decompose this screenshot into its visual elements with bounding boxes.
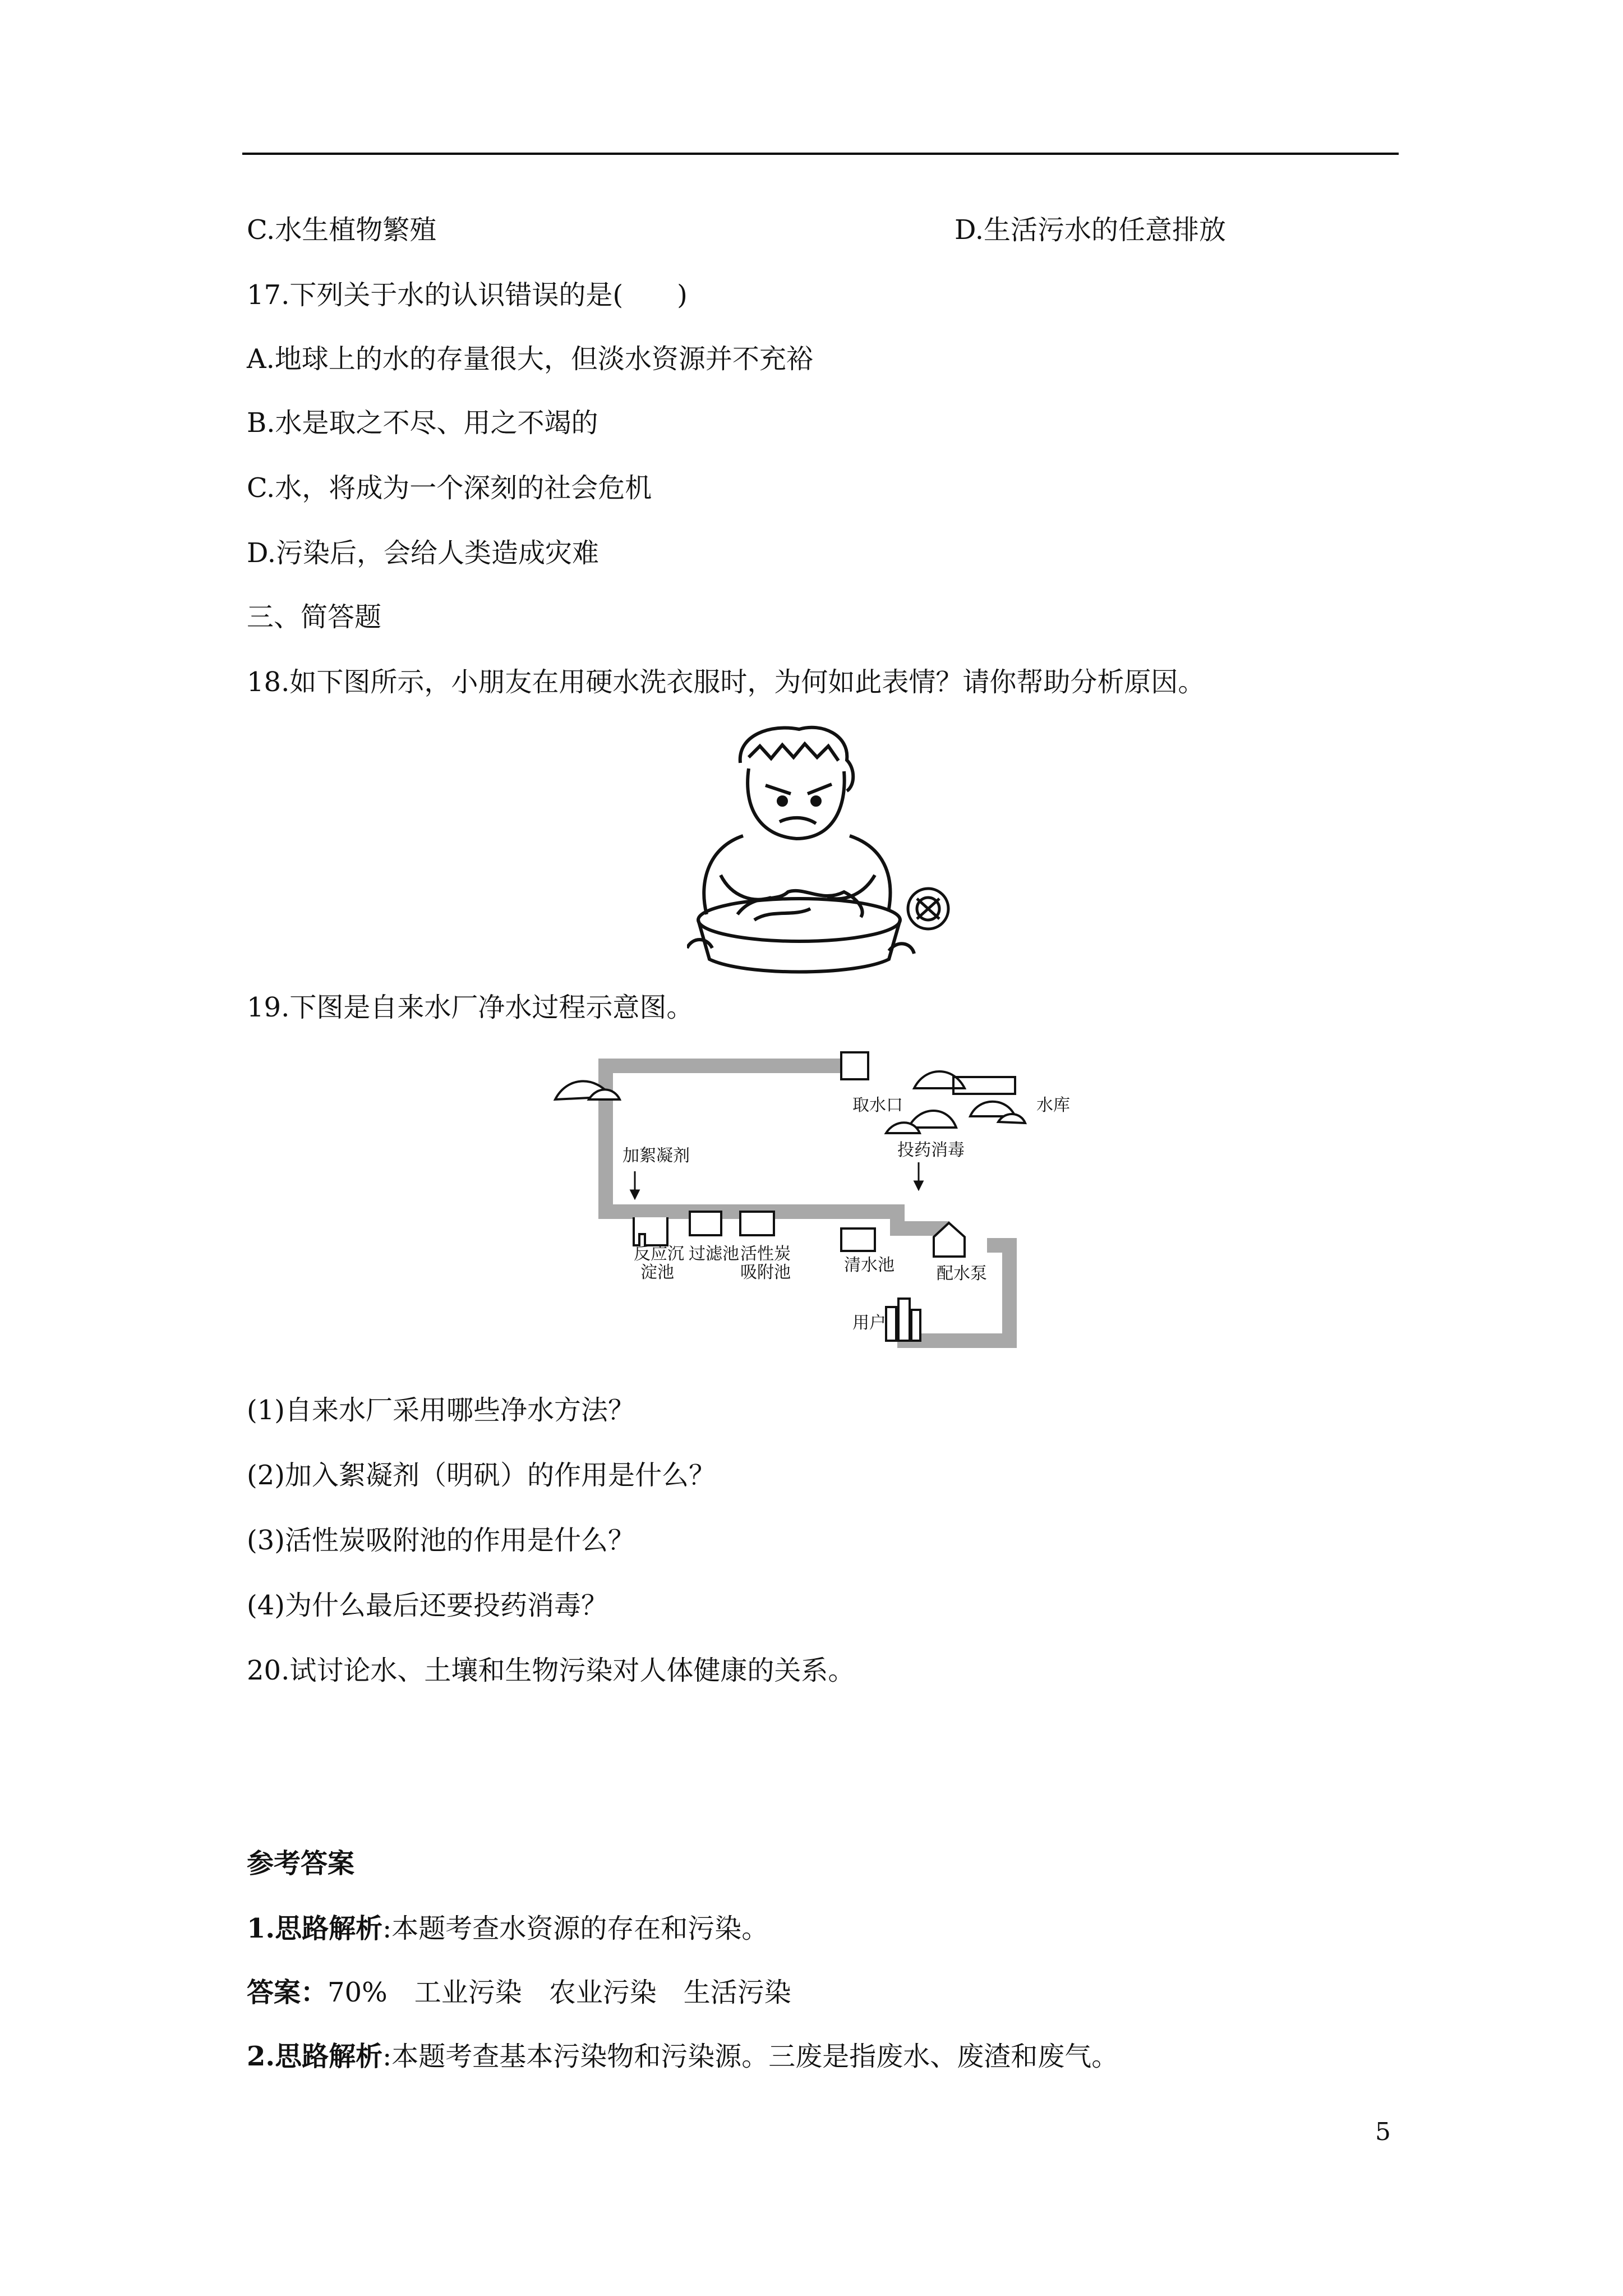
q16-options-row xyxy=(247,213,1227,247)
answer-key-text: 70% 工业污染 农业污染 生活污染 xyxy=(328,1977,791,2008)
label-reaction-line2: 淀池 xyxy=(640,1263,674,1282)
answer-2-analysis xyxy=(247,2040,1118,2073)
water-treatment-diagram xyxy=(550,1043,1082,1358)
answers-title: 参考答案 xyxy=(247,1848,355,1879)
answer-2-label: 2.思路解析 xyxy=(247,2041,383,2072)
child-washing-illustration xyxy=(687,724,951,982)
answer-1-key xyxy=(247,1976,791,2009)
q16-option-c: C.水生植物繁殖 xyxy=(247,214,437,246)
q18-question: 18.如下图所示，小朋友在用硬水洗衣服时，为何如此表情？请你帮助分析原因。 xyxy=(247,666,1205,698)
q17-option-d: D.污染后，会给人类造成灾难 xyxy=(247,537,600,569)
q19-sub4: (4)为什么最后还要投药消毒？ xyxy=(247,1590,608,1621)
label-carbon-line1: 活性炭 xyxy=(740,1244,791,1264)
q19-question: 19.下图是自来水厂净水过程示意图。 xyxy=(247,992,694,1023)
label-reservoir: 水库 xyxy=(1036,1096,1070,1115)
q19-sub2: (2)加入絮凝剂（明矾）的作用是什么？ xyxy=(247,1460,716,1491)
q17-option-a: A.地球上的水的存量很大，但淡水资源并不充裕 xyxy=(247,343,813,375)
q17-option-c: C.水，将成为一个深刻的社会危机 xyxy=(247,472,652,504)
q16-option-d: D.生活污水的任意排放 xyxy=(955,214,1227,246)
q20-question: 20.试讨论水、土壤和生物污染对人体健康的关系。 xyxy=(247,1655,855,1686)
answer-1-text: :本题考查水资源的存在和污染。 xyxy=(382,1913,769,1944)
q17-question: 17.下列关于水的认识错误的是( ) xyxy=(247,279,688,311)
label-clear-water: 清水池 xyxy=(844,1255,895,1275)
label-carbon-line2: 吸附池 xyxy=(740,1263,791,1282)
label-intake: 取水口 xyxy=(852,1096,903,1115)
q19-sub1: (1)自来水厂采用哪些净水方法？ xyxy=(247,1395,635,1426)
label-dosing: 投药消毒 xyxy=(897,1140,965,1160)
q17-option-b: B.水是取之不尽、用之不竭的 xyxy=(247,407,598,439)
answer-1-analysis xyxy=(247,1912,768,1945)
page-number: 5 xyxy=(1375,2118,1391,2146)
answer-key-label: 答案： xyxy=(247,1977,328,2008)
answer-2-text: :本题考查基本污染物和污染源。三废是指废水、废渣和废气。 xyxy=(382,2041,1119,2072)
label-users: 用户 xyxy=(852,1313,886,1333)
label-reaction-line1: 反应沉 xyxy=(634,1244,684,1264)
label-flocculant: 加絮凝剂 xyxy=(623,1146,690,1166)
header-rule xyxy=(242,153,1399,155)
q19-sub3: (3)活性炭吸附池的作用是什么？ xyxy=(247,1525,635,1556)
label-pump: 配水泵 xyxy=(937,1264,987,1283)
answer-1-label: 1.思路解析 xyxy=(247,1913,383,1944)
section-heading: 三、简答题 xyxy=(247,601,382,633)
label-filter: 过滤池 xyxy=(689,1244,739,1264)
